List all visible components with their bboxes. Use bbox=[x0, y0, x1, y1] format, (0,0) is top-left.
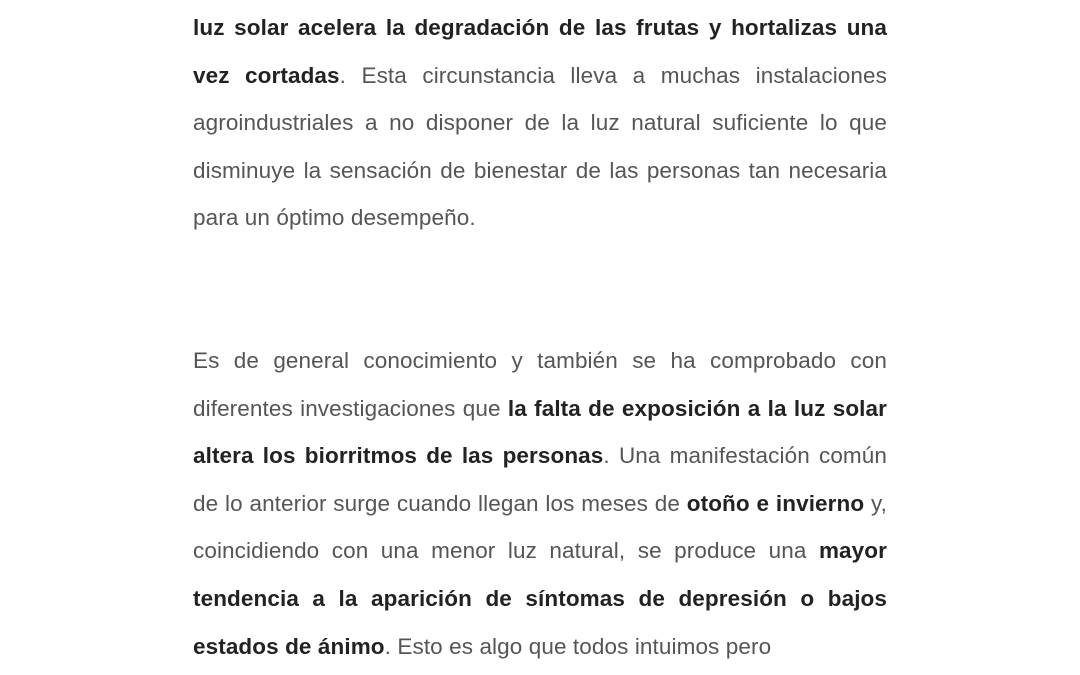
paragraph-text: . Esto es algo que todos intuimos pero bbox=[384, 633, 772, 659]
bold-phrase: luz solar acelera la degradación de las frutas y hortalizas una vez cortadas bbox=[193, 15, 887, 88]
paragraph-biorhythms bbox=[193, 337, 887, 670]
paragraph-text: y, coincidiendo con una menor luz natural, se produce una bbox=[193, 490, 887, 564]
bold-phrase: mayor tendencia a la aparición de síntomas de depresión o bajos estados de ánimo bbox=[193, 538, 887, 659]
bold-phrase: otoño e invierno bbox=[686, 490, 865, 516]
paragraph-text: . Esta circunstancia lleva a muchas instalaciones agroindustriales a no disponer de la luz natural suficiente lo que disminuye la sensación de bienestar de las personas tan necesaria para un óptimo desempeño. bbox=[193, 62, 887, 231]
bold-phrase: la falta de exposición a la luz solar altera los biorritmos de las personas bbox=[193, 395, 887, 469]
paragraph-text: Es de general conocimiento y también se ha comprobado con diferentes investigaciones que bbox=[193, 347, 887, 421]
paragraph-text: . Una manifestación común de lo anterior surge cuando llegan los meses de bbox=[193, 443, 888, 516]
paragraph-degradation bbox=[193, 4, 887, 242]
article-body bbox=[193, 4, 887, 670]
